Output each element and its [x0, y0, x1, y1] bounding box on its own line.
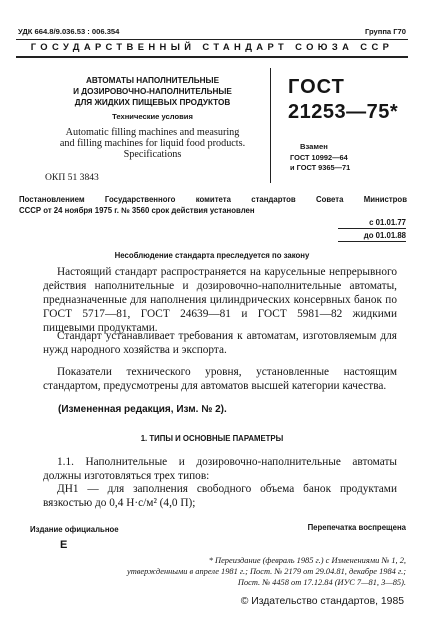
section-paragraph	[43, 455, 397, 483]
document-subtitle: Технические условия	[112, 112, 193, 121]
reprint-notice: Перепечатка воспрещена	[307, 523, 406, 532]
okp-code: ОКП 51 3843	[45, 172, 99, 183]
english-title-line: and filling machines for liquid food products.	[59, 138, 246, 150]
replaced-standard: ГОСТ 10992—64	[290, 153, 348, 162]
official-edition: Издание официальное	[30, 525, 119, 534]
title-line: И ДОЗИРОВОЧНО-НАПОЛНИТЕЛЬНЫЕ	[73, 87, 232, 96]
english-title-line: Automatic filling machines and measuring	[65, 127, 240, 138]
title-line: ДЛЯ ЖИДКИХ ПИЩЕВЫХ ПРОДУКТОВ	[74, 98, 231, 107]
reprint-note-line: утвержденными в апреле 1981 г.; Пост. № 2179 от 29.04.81, декабре 1984 г.;	[127, 567, 406, 576]
edition-letter: Е	[60, 539, 68, 551]
udk-code: УДК 664.8/9.036.53 : 006.354	[18, 27, 120, 36]
reprint-note-line: Пост. № 4458 от 17.12.84 (ИУС 7—81, 3—85).	[237, 578, 406, 587]
header-bottom-rule	[16, 56, 408, 58]
section-paragraph	[43, 482, 397, 510]
body-paragraph	[43, 329, 397, 357]
section-paragraph-text: ДН1 — для заполнения свободного объема банок продуктами вязкостью до 0,4 Н·с/м² (4,0 П);	[43, 483, 397, 509]
body-paragraph-text: Настоящий стандарт распространяется на карусельные непрерывного действия наполнительные и дозировочно-наполнительные автоматы, предназначенные для наполнения цилиндрических консервных банок по ГОСТ 5717—81, ГОСТ 24639—81 и ГОСТ 5981—82 жидкими пищевыми продуктами.	[43, 266, 397, 334]
document-title	[45, 75, 260, 108]
replaces-label: Взамен	[300, 142, 328, 151]
english-title-line: Specifications	[123, 149, 182, 161]
body-paragraph	[43, 265, 397, 335]
header-top-rule	[16, 39, 408, 40]
body-paragraph	[43, 365, 397, 393]
title-divider	[270, 68, 271, 183]
law-notice: Несоблюдение стандарта преследуется по закону	[114, 251, 310, 260]
gost-label: ГОСТ	[288, 76, 345, 98]
english-title	[40, 127, 265, 161]
resolution-line: СССР от 24 ноября 1975 г. № 3560 срок действия установлен	[19, 206, 255, 215]
standard-title: ГОСУДАРСТВЕННЫЙ СТАНДАРТ СОЮЗА ССР	[30, 41, 394, 52]
title-line: АВТОМАТЫ НАПОЛНИТЕЛЬНЫЕ	[85, 76, 220, 85]
gost-number: 21253—75*	[288, 101, 399, 123]
group-code: Группа Г70	[364, 27, 406, 36]
body-paragraph-text: Показатели технического уровня, установленные настоящим стандартом, предусмотрены для автоматов высшей категории качества.	[43, 366, 397, 392]
amendment-note: (Измененная редакция, Изм. № 2).	[58, 404, 227, 415]
replaced-standards	[290, 153, 350, 173]
resolution-line: Постановлением Государственного комитета стандартов Совета Министров	[19, 195, 407, 204]
copyright: © Издательство стандартов, 1985	[240, 596, 404, 607]
reprint-note	[20, 555, 406, 588]
body-paragraph-text: Стандарт устанавливает требования к автоматам, изготовляемым для нужд народного хозяйства и экспорта.	[43, 330, 397, 356]
replaced-standard: и ГОСТ 9365—71	[290, 163, 351, 172]
effective-to: до 01.01.88	[338, 231, 406, 242]
section-paragraph-text: 1.1. Наполнительные и дозировочно-наполнительные автоматы должны изготовляться трех типов:	[43, 456, 397, 482]
section-title: 1. ТИПЫ И ОСНОВНЫЕ ПАРАМЕТРЫ	[140, 434, 284, 443]
reprint-note-line: * Переиздание (февраль 1985 г.) с Изменениями № 1, 2,	[208, 556, 406, 565]
resolution-text	[19, 194, 407, 216]
effective-from: с 01.01.77	[338, 218, 406, 229]
